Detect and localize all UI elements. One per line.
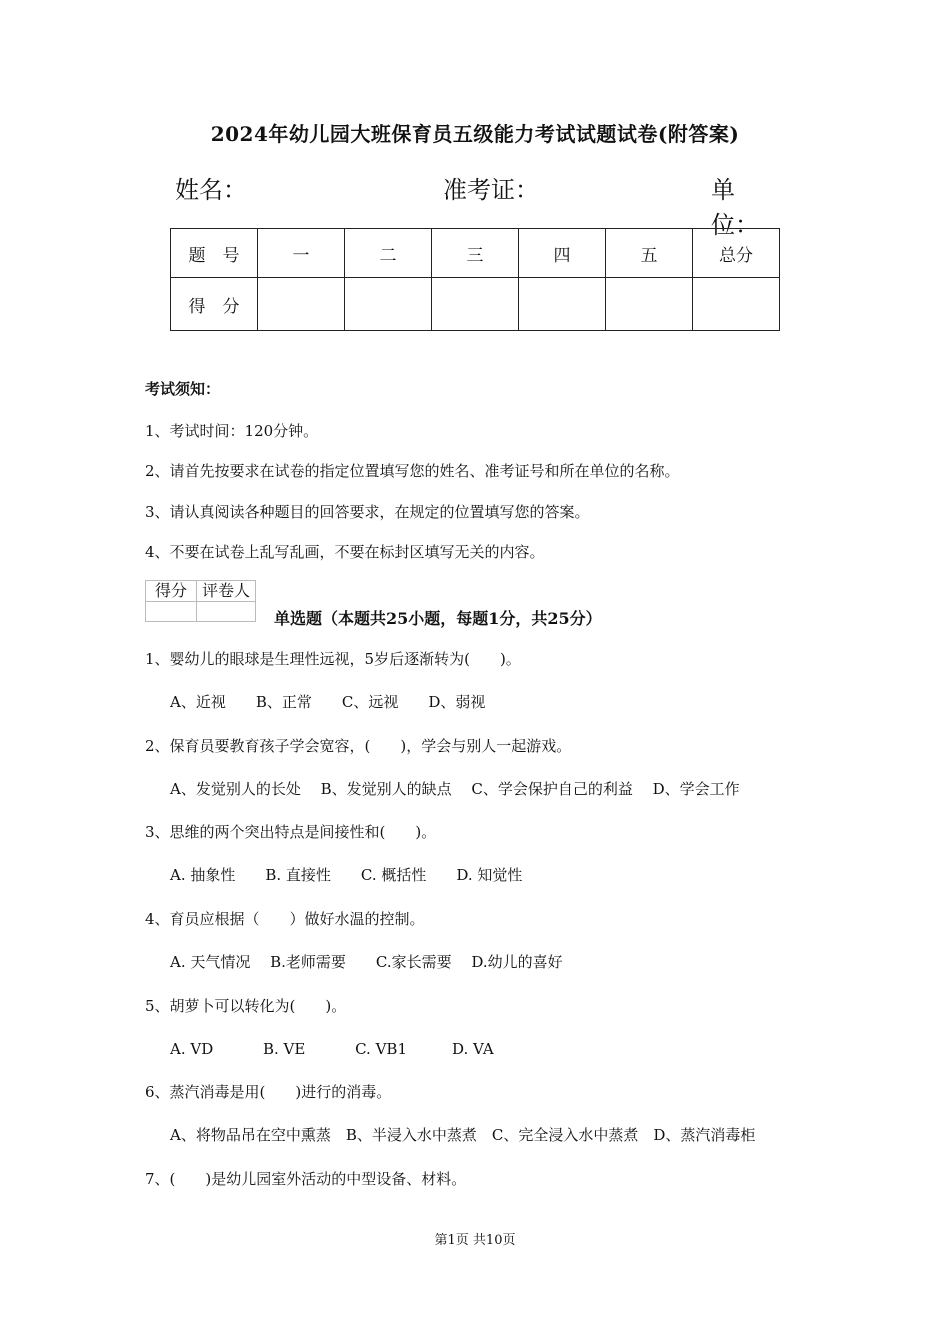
score-input-cell[interactable]	[606, 278, 693, 331]
document-title: 2024年幼儿园大班保育员五级能力考试试题试卷(附答案)	[210, 122, 740, 146]
question-stem: 2、保育员要教育孩子学会宽容，( )，学会与别人一起游戏。	[145, 737, 572, 755]
question-options: A、将物品吊在空中熏蒸 B、半浸入水中蒸煮 C、完全浸入水中蒸煮 D、蒸汽消毒柜	[170, 1126, 756, 1144]
name-field-label: 姓名：	[175, 176, 247, 204]
score-row-label: 得 分	[171, 278, 258, 331]
question-stem: 1、婴幼儿的眼球是生理性远视，5岁后逐渐转为( )。	[145, 650, 521, 668]
score-header-cell: 二	[345, 229, 432, 278]
score-input-cell[interactable]	[432, 278, 519, 331]
score-header-cell: 总分	[693, 229, 780, 278]
score-input-cell[interactable]	[258, 278, 345, 331]
question-stem: 4、育员应根据（ ）做好水温的控制。	[145, 910, 425, 928]
grader-box	[145, 580, 256, 622]
score-table-score-row	[171, 278, 780, 331]
question-options: A. 抽象性 B. 直接性 C. 概括性 D. 知觉性	[170, 866, 523, 884]
score-header-cell: 三	[432, 229, 519, 278]
question-options: A、发觉别人的长处 B、发觉别人的缺点 C、学会保护自己的利益 D、学会工作	[170, 780, 740, 798]
question-stem: 6、蒸汽消毒是用( )进行的消毒。	[145, 1083, 392, 1101]
notice-item: 3、请认真阅读各种题目的回答要求，在规定的位置填写您的答案。	[145, 503, 590, 521]
notice-item: 2、请首先按要求在试卷的指定位置填写您的姓名、准考证号和所在单位的名称。	[145, 462, 680, 480]
score-input-cell[interactable]	[693, 278, 780, 331]
candidate-fields	[175, 170, 780, 239]
notice-title: 考试须知：	[145, 380, 221, 398]
score-table	[170, 228, 780, 331]
score-header-cell: 一	[258, 229, 345, 278]
unit-field-label: 单位：	[711, 176, 759, 239]
notice-item: 4、不要在试卷上乱写乱画，不要在标封区填写无关的内容。	[145, 543, 545, 561]
grader-score-cell[interactable]	[146, 602, 197, 622]
grader-name-cell[interactable]	[197, 602, 256, 622]
question-options: A. VD B. VE C. VB1 D. VA	[170, 1040, 494, 1058]
ticket-field-label: 准考证：	[443, 176, 539, 204]
page-footer: 第1页 共10页	[434, 1233, 516, 1248]
score-header-cell: 题 号	[171, 229, 258, 278]
grader-score-label: 得分	[146, 581, 197, 602]
score-header-cell: 四	[519, 229, 606, 278]
score-table-header-row	[171, 229, 780, 278]
question-options: A. 天气情况 B.老师需要 C.家长需要 D.幼儿的喜好	[170, 953, 563, 971]
question-stem: 7、( )是幼儿园室外活动的中型设备、材料。	[145, 1170, 467, 1188]
question-stem: 5、胡萝卜可以转化为( )。	[145, 997, 347, 1015]
score-input-cell[interactable]	[519, 278, 606, 331]
question-stem: 3、思维的两个突出特点是间接性和( )。	[145, 823, 437, 841]
notice-item: 1、考试时间：120分钟。	[145, 422, 319, 440]
section-title: 单选题（本题共25小题，每题1分，共25分）	[274, 609, 602, 628]
question-options: A、近视 B、正常 C、远视 D、弱视	[170, 693, 486, 711]
grader-name-label: 评卷人	[197, 581, 256, 602]
score-header-cell: 五	[606, 229, 693, 278]
score-input-cell[interactable]	[345, 278, 432, 331]
